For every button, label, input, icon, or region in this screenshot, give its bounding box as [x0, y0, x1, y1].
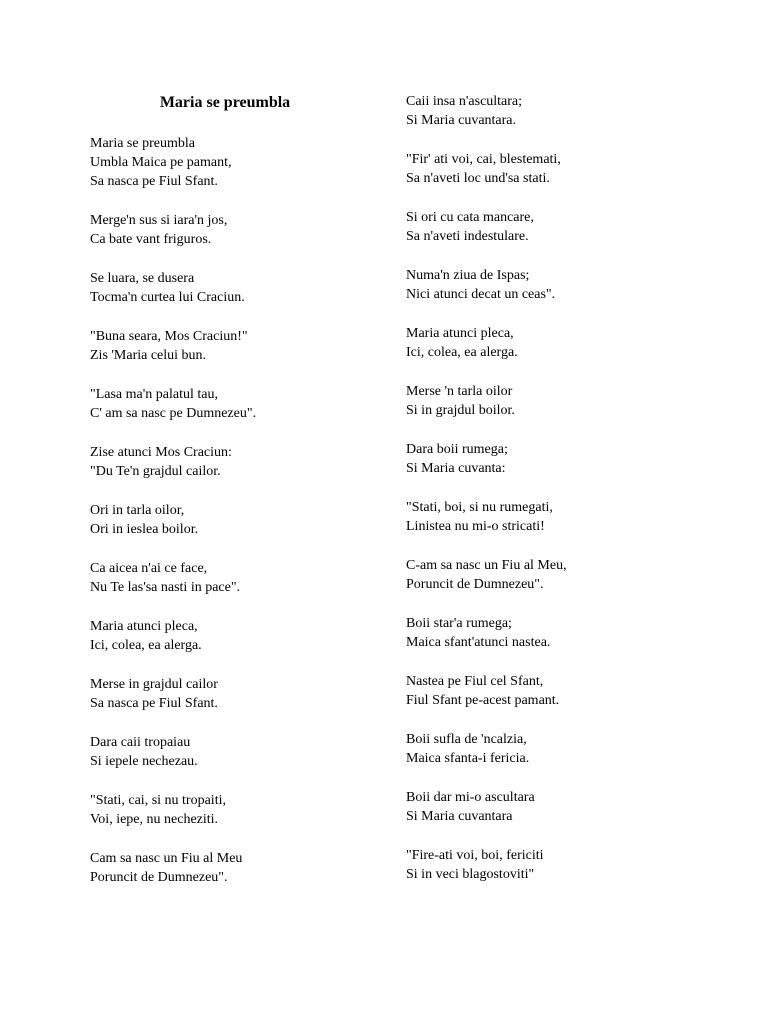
verse-line: Caii insa n'ascultara; — [406, 94, 523, 109]
stanza — [406, 730, 736, 788]
verse-line: Zise atunci Mos Craciun: — [90, 445, 232, 460]
verse-line: Si in grajdul boilor. — [406, 403, 515, 418]
stanza — [406, 266, 736, 324]
verse-line: Numa'n ziua de Ispas; — [406, 268, 530, 283]
stanza — [90, 443, 420, 501]
verse-line: "Fire-ati voi, boi, fericiti — [406, 848, 544, 863]
stanza — [90, 385, 420, 443]
verse-line: Boii star'a rumega; — [406, 616, 512, 631]
verse-line: C' am sa nasc pe Dumnezeu". — [90, 406, 257, 421]
verse-line: "Buna seara, Mos Craciun!" — [90, 329, 248, 344]
verse-line: Si Maria cuvantara — [406, 809, 513, 824]
stanza — [90, 269, 420, 327]
verse-line: Si in veci blagostoviti" — [406, 867, 535, 882]
stanza — [90, 211, 420, 269]
verse-line: Se luara, se dusera — [90, 271, 195, 286]
verse-line: Ori in ieslea boilor. — [90, 522, 199, 537]
verse-line: "Stati, cai, si nu tropaiti, — [90, 793, 226, 808]
verse-line: "Stati, boi, si nu rumegati, — [406, 500, 553, 515]
verse-line: Sa nasca pe Fiul Sfant. — [90, 696, 218, 711]
verse-line: Umbla Maica pe pamant, — [90, 155, 232, 170]
verse-line: Si ori cu cata mancare, — [406, 210, 534, 225]
verse-line: Maica sfant'atunci nastea. — [406, 635, 551, 650]
verse-line: Maria atunci pleca, — [406, 326, 514, 341]
verse-line: Ca bate vant friguros. — [90, 232, 212, 247]
verse-line: "Fir' ati voi, cai, blestemati, — [406, 152, 561, 167]
stanza — [406, 614, 736, 672]
stanza — [90, 791, 420, 849]
verse-line: Merge'n sus si iara'n jos, — [90, 213, 228, 228]
verse-line: Maica sfanta-i fericia. — [406, 751, 530, 766]
verse-line: Fiul Sfant pe-acest pamant. — [406, 693, 560, 708]
verse-line: Ca aicea n'ai ce face, — [90, 561, 208, 576]
stanza — [90, 849, 420, 907]
stanza — [406, 556, 736, 614]
stanza — [406, 324, 736, 382]
stanza — [406, 672, 736, 730]
stanza — [406, 92, 736, 150]
stanza — [406, 788, 736, 846]
verse-line: Nastea pe Fiul cel Sfant, — [406, 674, 544, 689]
verse-line: "Lasa ma'n palatul tau, — [90, 387, 218, 402]
verse-line: Si Maria cuvantara. — [406, 113, 517, 128]
verse-line: Si Maria cuvanta: — [406, 461, 506, 476]
stanza — [406, 846, 736, 904]
verse-line: Sa n'aveti indestulare. — [406, 229, 529, 244]
stanza — [90, 559, 420, 617]
poem-column-right — [406, 92, 736, 904]
verse-line: Nu Te las'sa nasti in pace". — [90, 580, 241, 595]
verse-line: Maria se preumbla — [90, 136, 195, 151]
stanza — [90, 134, 420, 211]
verse-line: C-am sa nasc un Fiu al Meu, — [406, 558, 567, 573]
verse-line: Tocma'n curtea lui Craciun. — [90, 290, 245, 305]
stanza — [406, 382, 736, 440]
stanza — [90, 501, 420, 559]
stanza — [406, 498, 736, 556]
verse-line: Si iepele nechezau. — [90, 754, 198, 769]
verse-line: Boii dar mi-o ascultara — [406, 790, 535, 805]
stanza — [90, 675, 420, 733]
verse-line: "Du Te'n grajdul cailor. — [90, 464, 221, 479]
poem-column-left — [90, 134, 420, 907]
verse-line: Maria atunci pleca, — [90, 619, 198, 634]
verse-line: Zis 'Maria celui bun. — [90, 348, 207, 363]
verse-line: Ici, colea, ea alerga. — [406, 345, 518, 360]
verse-line: Ici, colea, ea alerga. — [90, 638, 202, 653]
verse-line: Sa nasca pe Fiul Sfant. — [90, 174, 218, 189]
verse-line: Nici atunci decat un ceas". — [406, 287, 556, 302]
verse-line: Cam sa nasc un Fiu al Meu — [90, 851, 243, 866]
stanza — [406, 440, 736, 498]
verse-line: Voi, iepe, nu necheziti. — [90, 812, 219, 827]
stanza — [406, 150, 736, 208]
verse-line: Ori in tarla oilor, — [90, 503, 185, 518]
stanza — [90, 733, 420, 791]
verse-line: Dara boii rumega; — [406, 442, 508, 457]
verse-line: Sa n'aveti loc und'sa stati. — [406, 171, 550, 186]
verse-line: Linistea nu mi-o stricati! — [406, 519, 545, 534]
stanza — [406, 208, 736, 266]
verse-line: Merse 'n tarla oilor — [406, 384, 513, 399]
stanza — [90, 617, 420, 675]
poem-title: Maria se preumbla — [159, 94, 291, 111]
verse-line: Poruncit de Dumnezeu". — [90, 870, 228, 885]
verse-line: Boii sufla de 'ncalzia, — [406, 732, 527, 747]
stanza — [90, 327, 420, 385]
verse-line: Poruncit de Dumnezeu". — [406, 577, 544, 592]
verse-line: Merse in grajdul cailor — [90, 677, 218, 692]
verse-line: Dara caii tropaiau — [90, 735, 191, 750]
